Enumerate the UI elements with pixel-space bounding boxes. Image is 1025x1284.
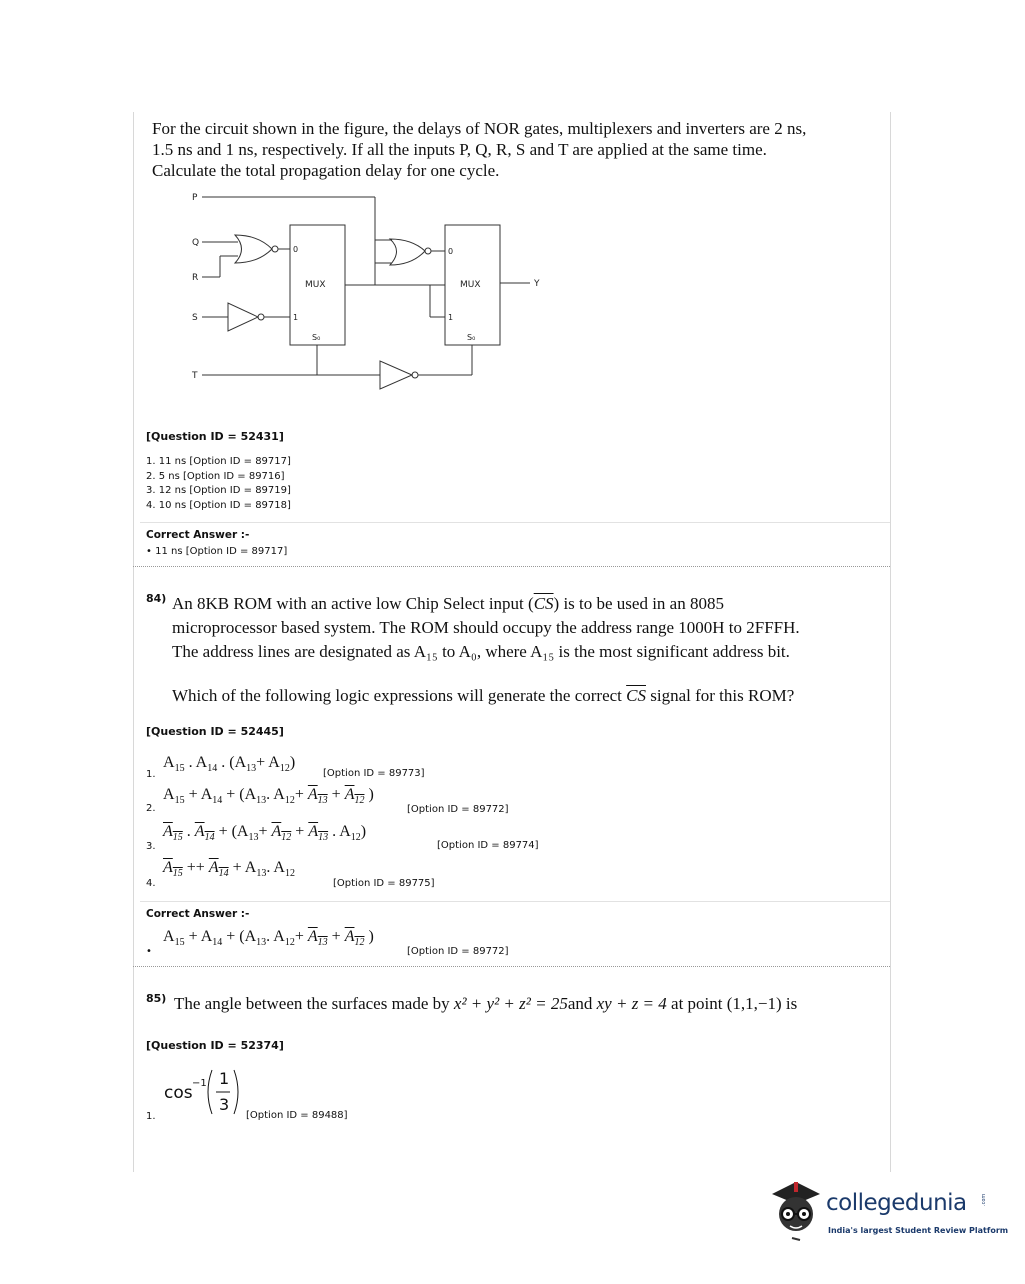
input-r: R: [192, 273, 199, 283]
mascot-icon: [764, 1176, 826, 1246]
q83-line1: For the circuit shown in the figure, the delays of NOR gates, multiplexers and inverters are 2 ns,: [152, 119, 807, 138]
q84-opt2-expr: $A_{15} + A_{14} + (A_{13}$. $A_{12}+ A_{13} + A_{12}$ ): [163, 786, 374, 807]
output-y: Y: [534, 279, 540, 289]
q85-question-id: [Question ID = 52374]: [146, 1039, 284, 1052]
q83-correct-value: 11 ns [Option ID = 89717]: [155, 546, 288, 557]
q84-line4-a: Which of the following logic expressions will generate the correct: [172, 686, 622, 705]
q84-opt4-num: 4.: [146, 878, 156, 889]
q83-option-3: 3. 12 ns [Option ID = 89719]: [146, 485, 291, 496]
q83-option-1: 1. 11 ns [Option ID = 89717]: [146, 456, 291, 467]
q85-eq2: xy + z = 4: [596, 994, 667, 1013]
q84-opt3-expr: $A_{15}$ . $A_{14} + (A_{13}+ A_{12} + A_{13}$ . $A_{12}$): [163, 823, 367, 844]
mux1-in0: 0: [293, 245, 299, 254]
brand-name: collegedunia: [826, 1190, 967, 1216]
q84-cs-symbol-2: $\overline{CS}$: [626, 686, 646, 705]
circuit-figure: [180, 185, 560, 395]
q85-opt1-expr: [160, 1064, 250, 1124]
q84-correct-label: Correct Answer :-: [146, 908, 250, 920]
svg-text:3: 3: [219, 1095, 230, 1114]
q85-is: is: [785, 994, 798, 1013]
mux1-label: MUX: [305, 280, 326, 290]
divider-dotted: [133, 566, 890, 567]
mux2-label: MUX: [460, 280, 481, 290]
q85-opt1-num: 1.: [146, 1111, 156, 1122]
q83-text: [152, 118, 806, 181]
q84-line2: microprocessor based system. The ROM should occupy the address range 1000H to 2FFFH.: [172, 618, 800, 637]
brand-dotcom: .com: [981, 1193, 987, 1206]
q84-correct-expr: $A_{15} + A_{14} + (A_{13}$. $A_{12}+ A_{13} + A_{12}$ ): [163, 928, 374, 949]
mux2-select: S₀: [467, 333, 476, 342]
q83-correct-label: Correct Answer :-: [146, 529, 250, 541]
q84-opt1-num: 1.: [146, 769, 156, 780]
q83-line3: Calculate the total propagation delay for one cycle.: [152, 161, 500, 180]
q85-number: 85): [146, 992, 167, 1005]
svg-text:−1: −1: [192, 1078, 207, 1089]
mux2-in0: 0: [448, 247, 454, 256]
q84-line3: The address lines are designated as A₁₅ to A₀, where A₁₅ is the most significant address bit.: [172, 642, 790, 661]
divider-dotted-2: [133, 966, 890, 967]
q84-opt2-id: [Option ID = 89772]: [407, 804, 509, 815]
q85-eq1: x² + y² + z² = 25: [453, 994, 568, 1013]
q84-separator: [140, 901, 890, 902]
q84-opt2-num: 2.: [146, 803, 156, 814]
q85-opt1-id: [Option ID = 89488]: [246, 1110, 348, 1121]
q83-question-id: [Question ID = 52431]: [146, 430, 284, 443]
q84-line4: [172, 684, 800, 708]
q83-line2: 1.5 ns and 1 ns, respectively. If all the inputs P, Q, R, S and T are applied at the same time.: [152, 140, 767, 159]
input-q: Q: [192, 238, 200, 248]
q84-opt4-id: [Option ID = 89775]: [333, 878, 435, 889]
q85-and: and: [567, 994, 593, 1013]
q84-text: [172, 592, 800, 708]
q84-opt1-expr: $A_{15}$ . $A_{14}$ . $(A_{13}+ A_{12})$: [163, 754, 296, 775]
q84-opt3-num: 3.: [146, 841, 156, 852]
page-border-right: [890, 112, 891, 1172]
q84-question-id: [Question ID = 52445]: [146, 725, 284, 738]
q83-option-4: 4. 10 ns [Option ID = 89718]: [146, 499, 291, 511]
input-s: S: [192, 313, 198, 323]
mux1-select: S₀: [312, 333, 321, 342]
q84-opt4-expr: $A_{15} ++ A_{14} + A_{13}$. $A_{12}$: [163, 859, 295, 880]
mux1-in1: 1: [293, 313, 299, 322]
q84-line1-a: An 8KB ROM with an active low Chip Select input (: [172, 594, 534, 613]
input-t: T: [192, 371, 198, 381]
q85-point: (1,1,−1): [726, 994, 782, 1013]
q84-line1-b: ) is to be used in an 8085: [553, 594, 724, 613]
q84-correct-bullet: •: [146, 946, 152, 957]
q83-option-2: 2. 5 ns [Option ID = 89716]: [146, 470, 285, 482]
q85-text: [174, 993, 797, 1014]
mux2-in1: 1: [448, 313, 454, 322]
q83-correct-answer: • 11 ns [Option ID = 89717]: [146, 546, 288, 557]
q84-cs-symbol: $\overline{CS}$: [533, 594, 554, 613]
q84-number: 84): [146, 592, 167, 605]
q83-separator: [140, 522, 890, 523]
q85-at: at point: [671, 994, 723, 1013]
q84-correct-id: [Option ID = 89772]: [407, 946, 509, 957]
q83-options: [146, 455, 291, 513]
q84-line1: [172, 592, 800, 616]
collegedunia-logo: [764, 1176, 1009, 1246]
brand-tagline: India's largest Student Review Platform: [828, 1226, 1009, 1235]
q85-text-a: The angle between the surfaces made by: [174, 994, 450, 1013]
svg-text:cos: cos: [164, 1083, 193, 1103]
q84-line4-b: signal for this ROM?: [650, 686, 795, 705]
input-p: P: [192, 193, 198, 203]
svg-text:1: 1: [219, 1069, 230, 1088]
q84-opt3-id: [Option ID = 89774]: [437, 840, 539, 851]
page-border-left: [133, 112, 134, 1172]
q84-opt1-id: [Option ID = 89773]: [323, 768, 425, 779]
